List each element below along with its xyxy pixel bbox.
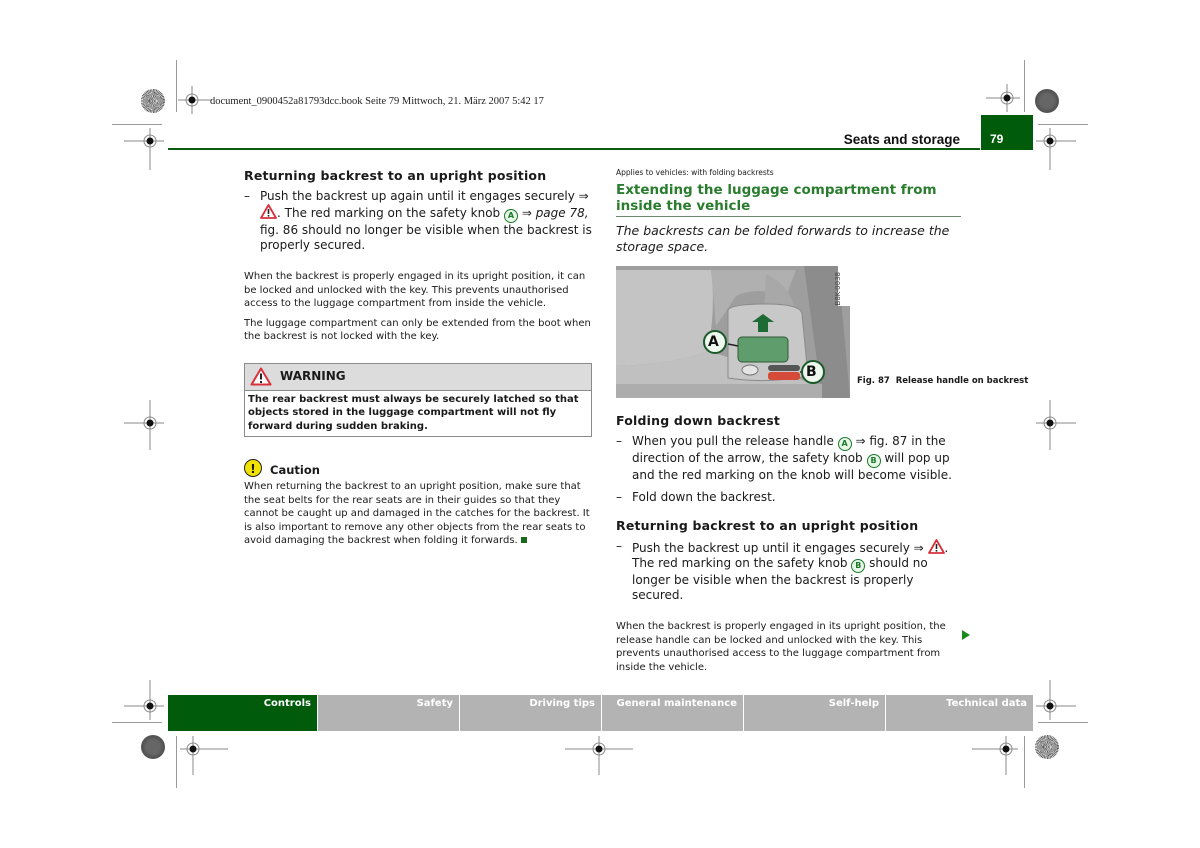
section-rule (168, 148, 980, 150)
color-rosette-icon (141, 735, 165, 759)
step-text (632, 539, 961, 603)
caution-label: Caution (270, 463, 320, 477)
warning-label: WARNING (280, 369, 346, 383)
figure-caption-text: Release handle on backrest (895, 376, 1029, 386)
warning-triangle-icon (250, 367, 272, 386)
tab-driving-tips[interactable]: Driving tips (460, 695, 602, 731)
section-title: Seats and storage (843, 132, 960, 147)
registration-mark-icon (180, 736, 228, 775)
tab-safety[interactable]: Safety (318, 695, 460, 731)
paragraph: When the backrest is properly engaged in its upright position, it can be locked and unlocked with the key. This prevents unauthorised access to the luggage compartment from inside the vehicle. (244, 271, 586, 309)
right-column-lower (616, 413, 961, 674)
color-rosette-icon (141, 89, 165, 113)
list-dash: – (616, 490, 622, 504)
seat-backrest-shape (616, 270, 713, 366)
crop-mark (112, 124, 162, 125)
step-item (616, 434, 961, 483)
knob-b-marker: B (851, 559, 865, 573)
step-text-part: will pop up and the red marking on the knob will become visible. (632, 451, 952, 482)
lock-cylinder-shape (742, 365, 758, 375)
file-header: document_0900452a81793dcc.book Seite 79 Mittwoch, 21. März 2007 5:42 17 (210, 96, 544, 107)
figure-label-b: B (806, 364, 817, 380)
chapter-tabs (168, 695, 1033, 731)
knob-a-marker: A (504, 209, 518, 223)
step-text-part: Push the backrest up until it engages securely ⇒ (632, 541, 924, 555)
page-tab (981, 115, 1033, 150)
registration-mark-icon (124, 128, 164, 170)
list-dash: – (616, 539, 622, 553)
step-text: Fold down the backrest. (632, 490, 776, 504)
figure-number: Fig. 87 (857, 376, 890, 386)
arrow-ref: ⇒ (518, 206, 536, 220)
registration-mark-icon (178, 86, 212, 114)
knob-b-marker: B (867, 454, 881, 468)
heading-returning-backrest: Returning backrest to an upright position (244, 168, 547, 183)
step-text (260, 189, 592, 253)
tab-controls[interactable]: Controls (168, 695, 318, 731)
paragraph: The luggage compartment can only be extended from the boot when the backrest is not locked with the key. (244, 317, 591, 342)
registration-mark-icon (1036, 680, 1076, 720)
next-page-arrow-icon[interactable] (962, 630, 970, 640)
warning-triangle-icon (260, 204, 277, 219)
figure-label-a: A (708, 334, 719, 350)
registration-mark-icon (124, 680, 164, 720)
figure-release-handle (616, 266, 850, 398)
registration-mark-icon (972, 736, 1018, 775)
registration-mark-icon (1036, 400, 1076, 450)
list-dash: – (244, 189, 250, 203)
caution-text (244, 480, 592, 548)
page-reference-link[interactable]: page 78, (535, 206, 589, 220)
figure-caption (857, 376, 1028, 387)
registration-mark-icon (124, 400, 164, 450)
caution-text-body: When returning the backrest to an upright position, make sure that the seat belts for the rear seats are in their guides so that they cannot be caught up and damaged in the catches for the backrest. It is also important to remove any other objects from the rear seats to avoid damaging the backrest when folding it forwards. (244, 481, 590, 546)
step-text (632, 434, 961, 483)
registration-mark-icon (565, 736, 633, 775)
right-column (616, 168, 961, 255)
tab-self-help[interactable]: Self-help (744, 695, 886, 731)
crop-mark (176, 60, 177, 112)
crop-mark (1038, 124, 1088, 125)
paragraph: When the backrest is properly engaged in its upright position, the release handle can be locked and unlocked with the key. This prevents unauthorised access to the luggage compartment from inside the vehicle. (616, 621, 946, 673)
step-text-part: . The red marking on the safety knob (277, 206, 501, 220)
crop-mark (1038, 722, 1088, 723)
step-item (616, 539, 961, 603)
step-text-part: ⇒ fig. 87 in the direction of the arrow, the safety knob (632, 434, 946, 465)
tab-technical-data[interactable]: Technical data (886, 695, 1033, 731)
crop-mark (176, 736, 177, 788)
step-text-part: Push the backrest up again until it engages securely ⇒ (260, 189, 589, 203)
step-text-part: fig. 86 should no longer be visible when the backrest is properly secured. (260, 223, 592, 252)
list-dash: – (616, 434, 622, 448)
crop-mark (1024, 60, 1025, 112)
warning-box (244, 363, 592, 438)
step-item (616, 490, 961, 505)
safety-knob-shape (768, 372, 800, 380)
registration-mark-icon (986, 84, 1020, 112)
step-item (244, 189, 592, 253)
caution-header (244, 457, 592, 478)
left-column (244, 168, 592, 548)
release-handle-shape (738, 337, 788, 362)
color-rosette-icon (1035, 735, 1059, 759)
heading-rule (616, 216, 961, 217)
figure-code: B8K-0038 (834, 272, 842, 306)
registration-mark-icon (1036, 128, 1076, 170)
applies-to-note: Applies to vehicles: with folding backrests (616, 168, 774, 177)
warning-triangle-icon (928, 539, 945, 554)
heading-returning-backrest: Returning backrest to an upright position (616, 518, 919, 533)
knob-a-marker: A (838, 437, 852, 451)
caution-icon: ! (244, 459, 262, 477)
crop-mark (1024, 736, 1025, 788)
step-text-part: . The red marking on the safety knob (632, 541, 949, 570)
crop-mark (112, 722, 162, 723)
step-text-part: When you pull the release handle (632, 434, 834, 448)
heading-folding-backrest: Folding down backrest (616, 413, 781, 428)
page-number: 79 (990, 132, 1004, 146)
tab-general-maintenance[interactable]: General maintenance (602, 695, 744, 731)
lead-text: The backrests can be folded forwards to increase the storage space. (616, 223, 950, 254)
warning-text: The rear backrest must always be securely latched so that objects stored in the luggage compartment will not fly forward during sudden braking. (248, 393, 579, 432)
end-of-section-icon (521, 537, 527, 543)
step-text-part: should no longer be visible when the backrest is properly secured. (632, 556, 928, 602)
warning-header (245, 364, 591, 391)
section-heading: Extending the luggage compartment from inside the vehicle (616, 182, 937, 214)
color-rosette-icon (1035, 89, 1059, 113)
